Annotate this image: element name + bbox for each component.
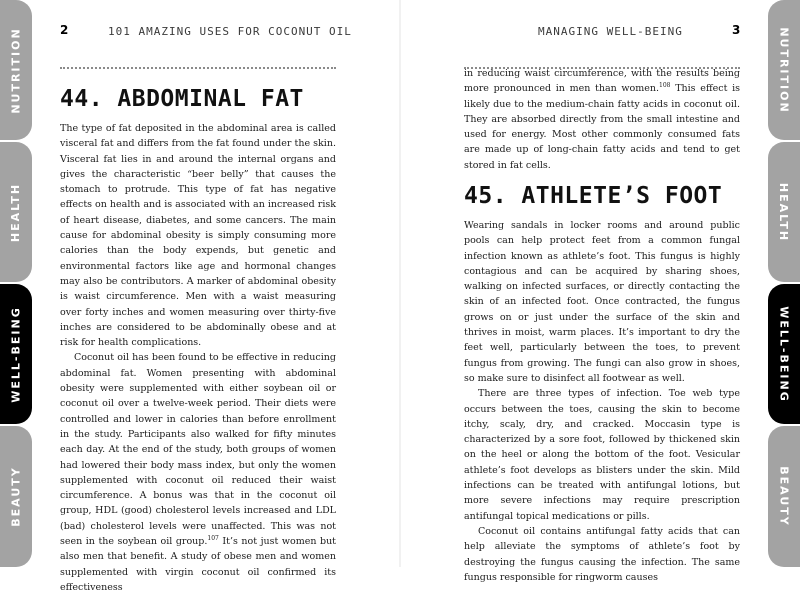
tab-label: WELL-BEING (9, 305, 23, 403)
paragraph: The type of fat deposited in the abdominal area is called visceral fat and differs from the fat found under the skin. Visceral fat lies in and around the internal organs and gives the characteristic “beer belly” that causes the stomach to protrude. This type of fat has negative effects on health and is associated with an increased risk of heart disease, diabetes, and some cancers. The main cause for abdominal obesity is simply consuming more calories than the body expends, but genetic and environmental factors like age and hormonal changes may also be contributors. A marker of abdominal obesity is waist circumference. Men with a waist measuring over forty inches and women measuring over thirty-five inches are considered to be abdominally obese and at risk for health complications. (60, 123, 336, 349)
tab-label: NUTRITION (9, 26, 23, 114)
right-page-number: 3 (732, 23, 741, 37)
spread-gutter (399, 0, 401, 567)
left-page-number: 2 (60, 23, 69, 37)
paragraph: There are three types of infection. Toe web type occurs between the toes, causing the skin to become itchy, scaly, dry, and cracked. Moccasin type is characterized by a sore foot, followed by thickened skin on the heel or along the bottom of the foot. Vesicular athlete’s foot develops as blisters under the skin. Mild infections can be treated with antifungal lotions, but more severe infections may require prescription antifungal topical medications or pills. (464, 388, 740, 522)
section-heading-44: 44. ABDOMINAL FAT (60, 86, 304, 112)
paragraph: Coconut oil contains antifungal fatty acids that can help alleviate the symptoms of athlete’s foot by destroying the fungus causing the infection. The same fungus responsible for ringworm causes (464, 525, 740, 583)
text-run: It’s not just women but also men that benefit. A study of obese men and women supplemented with virgin coconut oil confirmed its effectiveness (60, 536, 337, 593)
text-run: This effect is likely due to the medium-chain fatty acids in coconut oil. They are absorbed directly from the small intestine and used for energy. Most other commonly consumed fats are made up of long-chain fatty acids and tend to get stored in fat cells. (464, 83, 740, 171)
section-divider (60, 67, 336, 69)
tab-label: WELL-BEING (777, 305, 791, 403)
tab-well-being-left[interactable] (0, 284, 32, 424)
tab-health-left[interactable] (0, 142, 32, 282)
tab-beauty-right[interactable] (768, 426, 800, 567)
tab-label: NUTRITION (777, 26, 791, 114)
tab-health-right[interactable] (768, 142, 800, 282)
right-body-continued (464, 66, 740, 173)
paragraph (60, 350, 336, 595)
paragraph (464, 66, 740, 173)
tab-label: HEALTH (777, 182, 791, 242)
footnote-ref: 108 (659, 82, 671, 90)
tab-label: BEAUTY (9, 466, 23, 527)
tab-nutrition-right[interactable] (768, 0, 800, 140)
text-run: in reducing waist circumference, with the results being more pronounced in men than women. (464, 68, 740, 95)
tab-beauty-left[interactable] (0, 426, 32, 567)
tab-nutrition-left[interactable] (0, 0, 32, 140)
section-heading-45: 45. ATHLETE’S FOOT (464, 183, 723, 209)
left-running-head: 101 AMAZING USES FOR COCONUT OIL (108, 25, 352, 38)
text-run: Coconut oil has been found to be effective in reducing abdominal fat. Women presenting with abdominal obesity were supplemented with either soybean oil or coconut oil over a twelve-week period. Their diets were controlled and lower in calories than before enrollment in the study. Participants also walked for fifty minutes each day. At the end of the study, both groups of women had lowered their body mass index, but only the women supplemented with coconut oil reduced their waist circumference. A bonus was that in the coconut oil group, HDL (good) cholesterol levels increased and LDL (bad) cholesterol levels were unaffected. This was not seen in the soybean oil group. (60, 352, 336, 548)
tab-well-being-right[interactable] (768, 284, 800, 424)
right-running-head: MANAGING WELL-BEING (538, 25, 683, 38)
footnote-ref: 107 (207, 534, 219, 542)
right-body-text (464, 218, 740, 585)
tab-label: HEALTH (9, 182, 23, 242)
paragraph: Wearing sandals in locker rooms and around public pools can help protect feet from a common fungal infection known as athlete’s foot. This fungus is highly contagious and can be acquired by sharing shoes, walking on infected surfaces, or directly contacting the skin of an infected foot. Once contracted, the fungus grows on or just under the surface of the skin and thrives in moist, warm places. It’s important to dry the feet well, particularly between the toes, to prevent fungus from growing. The fungi can also grow in shoes, so make sure to disinfect all footwear as well. (464, 220, 740, 384)
tab-label: BEAUTY (777, 466, 791, 527)
left-body-text (60, 121, 336, 595)
